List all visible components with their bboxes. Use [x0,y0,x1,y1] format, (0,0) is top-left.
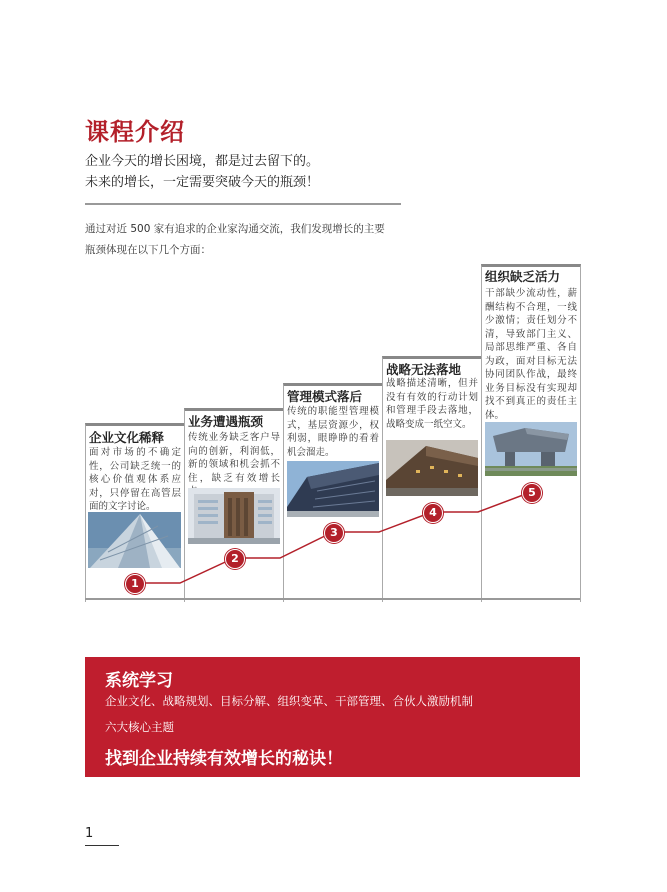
subtitle-line-1: 企业今天的增长困境，都是过去留下的。 [85,154,320,169]
step-number-2: 2 [225,549,245,569]
step-title-3: 管理模式落后 [287,389,363,404]
intro-line-2: 瓶颈体现在以下几个方面： [85,244,211,256]
step-body-1: 面对市场的不确定性，公司缺乏统一的核心价值观体系应对，只停留在高管层面的文字讨论。 [89,447,181,512]
banner-topics: 企业文化、战略规划、目标分解、组织变革、干部管理、合伙人激励机制 [105,694,473,708]
step-title-2: 业务遭遇瓶颈 [188,414,264,429]
banner-subtitle: 六大核心主题 [105,720,174,734]
step-title-1: 企业文化稀释 [89,430,165,445]
system-learning-banner [85,657,580,777]
step-title-5: 组织缺乏活力 [485,269,561,284]
step-title-4: 战略无法落地 [386,362,462,377]
page-number-underline [85,845,119,846]
page-title: 课程介绍 [85,118,185,146]
subtitle-line-2: 未来的增长，一定需要突破今天的瓶颈！ [85,175,320,190]
step-number-5: 5 [522,483,542,503]
banner-slogan: 找到企业持续有效增长的秘诀！ [105,749,343,769]
step-number-4: 4 [423,503,443,523]
intro-line-1: 通过对近 500 家有追求的企业家沟通交流，我们发现增长的主要 [85,223,385,235]
step-body-3: 传统的职能型管理模式，基层资源少，权利弱，眼睁睁的看着机会溜走。 [287,406,379,458]
banner-title: 系统学习 [105,671,173,691]
step-number-3: 3 [324,523,344,543]
step-body-2: 传统业务缺乏客户导向的创新，利润低，新的领域和机会抓不住，缺乏有效增长 [188,432,280,484]
page-number: 1 [85,826,94,841]
step-number-1: 1 [125,574,145,594]
step-body-4: 战略描述清晰，但并没有有效的行动计划和管理手段去落地，战略变成一纸空文。 [386,378,478,430]
step-body-5: 干部缺少流动性，薪酬结构不合理，一线少激情；责任划分不清，导致部门主义、局部思维严重、各自为政，面对目标无法协同团队作战，最终业务目标没有实现却找不到真正的责任主体。 [485,288,577,421]
